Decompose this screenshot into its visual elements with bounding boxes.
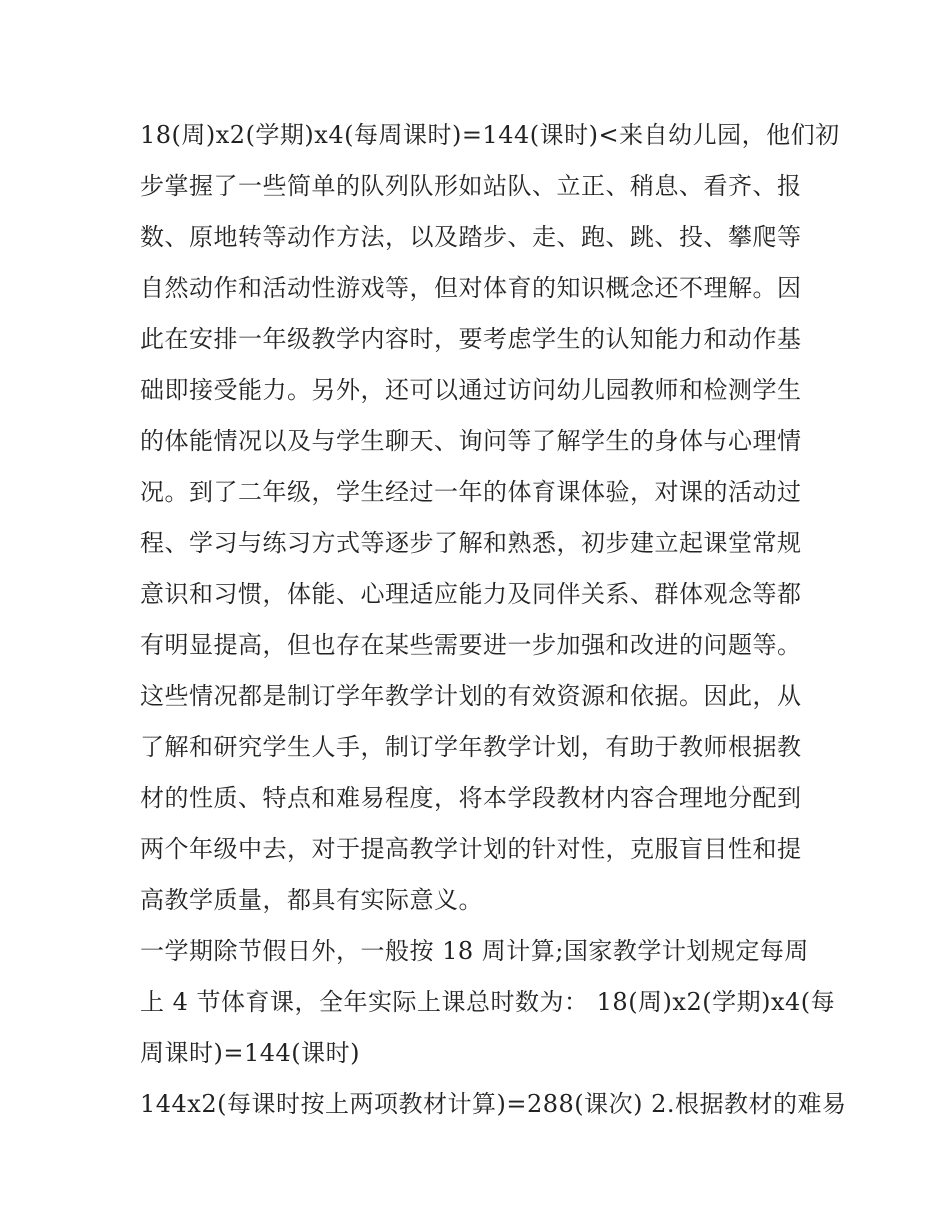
text-line: 程、学习与练习方式等逐步了解和熟悉，初步建立起课堂常规 bbox=[140, 529, 802, 557]
text-line: 此在安排一年级教学内容时，要考虑学生的认知能力和动作基 bbox=[140, 325, 802, 353]
text-line: 础即接受能力。另外，还可以通过访问幼儿园教师和检测学生 bbox=[140, 376, 802, 404]
text-line: 况。到了二年级，学生经过一年的体育课体验，对课的活动过 bbox=[140, 478, 802, 506]
text-line: 144x2(每课时按上两项教材计算)=288(课次) 2.根据教材的难易 bbox=[140, 1090, 847, 1118]
text-line: 步掌握了一些简单的队列队形如站队、立正、稍息、看齐、报 bbox=[140, 172, 802, 200]
text-line: 数、原地转等动作方法，以及踏步、走、跑、跳、投、攀爬等 bbox=[140, 223, 802, 251]
text-line: 材的性质、特点和难易程度，将本学段教材内容合理地分配到 bbox=[140, 784, 802, 812]
text-line: 了解和研究学生人手，制订学年教学计划，有助于教师根据教 bbox=[140, 733, 802, 761]
text-line: 这些情况都是制订学年教学计划的有效资源和依据。因此，从 bbox=[140, 682, 802, 710]
text-line: 意识和习惯，体能、心理适应能力及同伴关系、群体观念等都 bbox=[140, 580, 802, 608]
text-line: 一学期除节假日外，一般按 18 周计算;国家教学计划规定每周 bbox=[140, 937, 809, 965]
text-line: 上 4 节体育课，全年实际上课总时数为： 18(周)x2(学期)x4(每 bbox=[140, 988, 836, 1016]
body-text bbox=[140, 110, 847, 1130]
text-line: 的体能情况以及与学生聊天、询问等了解学生的身体与心理情 bbox=[140, 427, 802, 455]
text-line: 有明显提高，但也存在某些需要进一步加强和改进的问题等。 bbox=[140, 631, 802, 659]
text-line: 周课时)=144(课时) bbox=[140, 1039, 361, 1067]
text-line: 自然动作和活动性游戏等，但对体育的知识概念还不理解。因 bbox=[140, 274, 802, 302]
text-line: 两个年级中去，对于提高教学计划的针对性，克服盲目性和提 bbox=[140, 835, 802, 863]
text-line: 高教学质量，都具有实际意义。 bbox=[140, 886, 483, 914]
text-line: 18(周)x2(学期)x4(每周课时)=144(课时)<来自幼儿园，他们初 bbox=[140, 121, 840, 149]
